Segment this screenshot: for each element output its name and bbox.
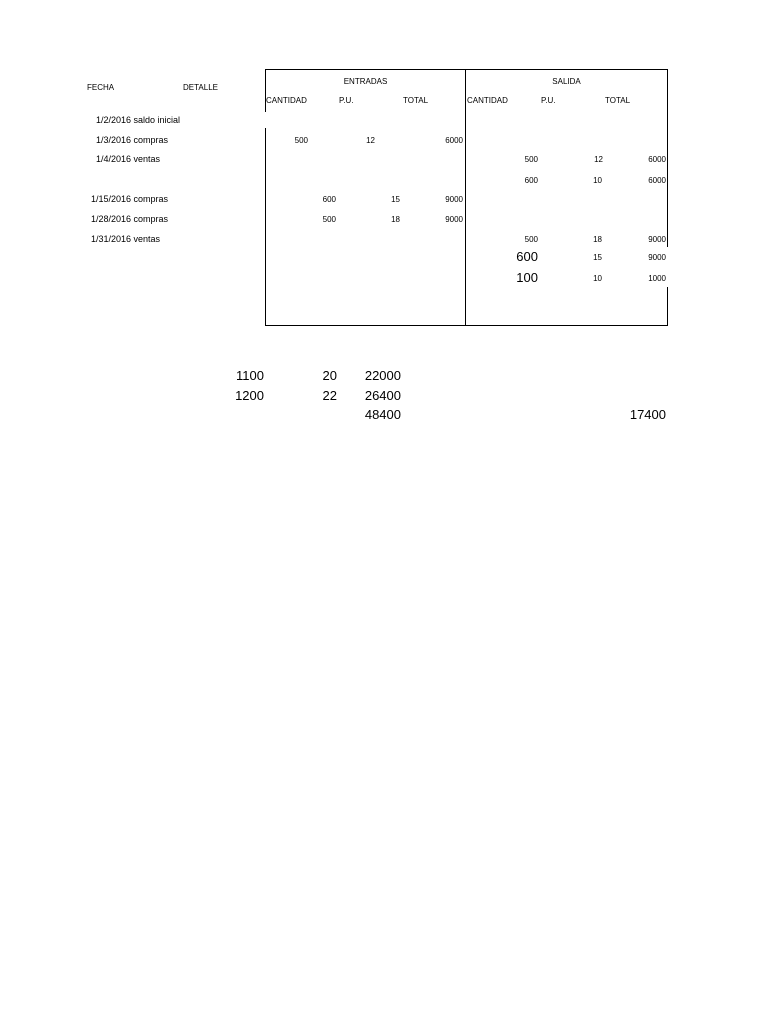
entrada-total-5: 9000 [445, 215, 463, 224]
salida-cantidad-3: 600 [524, 176, 538, 185]
salida-total-2: 6000 [648, 155, 666, 164]
salida-pu-6: 18 [593, 235, 602, 244]
salida-pu-8: 10 [593, 274, 602, 283]
salida-total-7: 9000 [648, 253, 666, 262]
row-label-7: 1/31/2016 ventas [91, 234, 161, 244]
summary-pu-2: 22 [322, 388, 337, 403]
header-detalle: DETALLE [183, 83, 218, 92]
salida-cantidad-7: 600 [516, 249, 538, 264]
entrada-pu-5: 18 [391, 215, 400, 224]
total-entradas: 48400 [364, 407, 401, 422]
row-label-6: 1/28/2016 compras [91, 214, 169, 224]
header-entradas-total: TOTAL [403, 96, 429, 105]
header-salida-total: TOTAL [605, 96, 631, 105]
salida-total-6: 9000 [648, 235, 666, 244]
table-middle-divider [465, 69, 466, 326]
entrada-total-1: 6000 [445, 136, 463, 145]
entrada-cantidad-5: 500 [322, 215, 336, 224]
salida-cantidad-8: 100 [516, 270, 538, 285]
summary-cantidad-1: 1100 [236, 368, 264, 383]
salida-pu-3: 10 [593, 176, 602, 185]
salida-total-8: 1000 [648, 274, 666, 283]
summary-total-2: 26400 [364, 388, 401, 403]
entrada-pu-1: 12 [366, 136, 375, 145]
row-label-5: 1/15/2016 compras [91, 194, 169, 204]
row-label-1: 1/2/2016 saldo inicial [96, 115, 181, 125]
header-entradas: ENTRADAS [343, 77, 388, 86]
summary-cantidad-2: 1200 [235, 388, 264, 403]
header-salida-cantidad: CANTIDAD [467, 96, 508, 105]
summary-total-1: 22000 [364, 368, 401, 383]
salida-total-3: 6000 [648, 176, 666, 185]
total-salida: 17400 [629, 407, 666, 422]
table-left-border-bottom [265, 128, 266, 326]
salida-pu-2: 12 [594, 155, 603, 164]
header-salida-pu: P.U. [541, 96, 556, 105]
header-entradas-cantidad: CANTIDAD [266, 96, 307, 105]
summary-pu-1: 20 [322, 368, 337, 383]
salida-cantidad-2: 500 [524, 155, 538, 164]
entrada-cantidad-4: 600 [322, 195, 336, 204]
header-entradas-pu: P.U. [339, 96, 354, 105]
table-right-border-bottom [667, 287, 668, 326]
entrada-cantidad-1: 500 [294, 136, 308, 145]
salida-pu-7: 15 [593, 253, 602, 262]
table-bottom-border [265, 325, 668, 326]
table-top-border [265, 69, 668, 70]
row-label-3: 1/4/2016 ventas [96, 154, 161, 164]
header-salida: SALIDA [552, 77, 581, 86]
header-fecha: FECHA [87, 83, 115, 92]
table-left-border-top [265, 69, 266, 112]
row-label-2: 1/3/2016 compras [96, 135, 169, 145]
salida-cantidad-6: 500 [524, 235, 538, 244]
entrada-total-4: 9000 [445, 195, 463, 204]
entrada-pu-4: 15 [391, 195, 400, 204]
table-right-border-top [667, 69, 668, 247]
